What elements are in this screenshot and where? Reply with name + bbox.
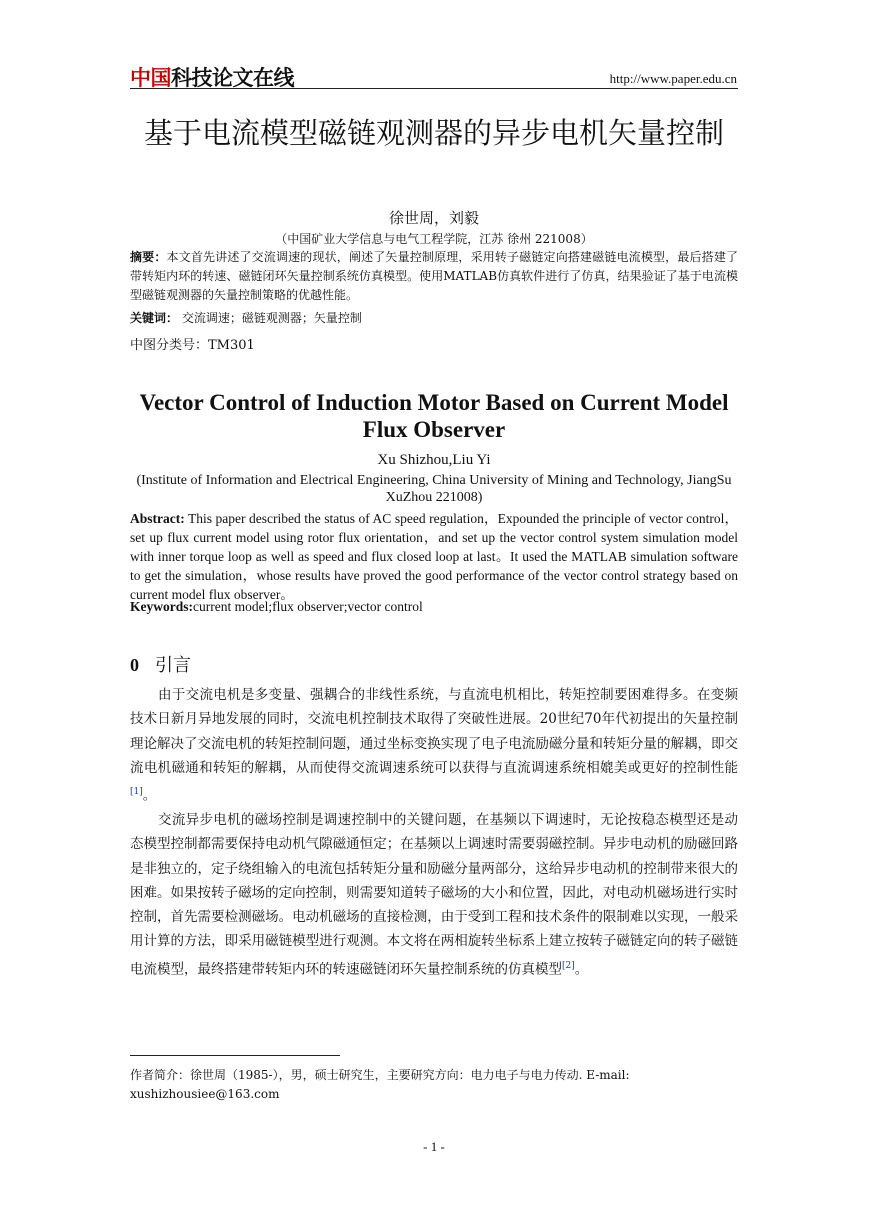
footnote-text: 徐世周（1985-），男，硕士研究生，主要研究方向：电力电子与电力传动. E-mail: xushizhousiee@163.com: [130, 1068, 630, 1101]
section-heading: [130, 651, 191, 677]
chinese-authors: 徐世周，刘毅: [388, 209, 479, 227]
journal-logo: 中国科技论文在线: [130, 66, 294, 90]
page-number: - 1 -: [423, 1139, 445, 1154]
english-keywords: [130, 599, 738, 615]
footnote-rule: [130, 1055, 340, 1056]
author-footnote: [130, 1066, 738, 1104]
classification-value: TM301: [208, 338, 255, 353]
english-abstract: [130, 509, 738, 604]
chinese-keywords-label: 关键词：: [130, 311, 179, 325]
english-abstract-text: This paper described the status of AC speed regulation，Expounded the principle of vector control，set up flux current model using rotor flux orientation，and set up the vector control system simulation model with inner torque loop as well as speed and flux closed loop at last。It used the MATLAB simulation software to get the simulation，whose results have proved the good performance of the vector control strategy based on current model flux observer。: [130, 511, 738, 602]
paragraph-2: 交流异步电机的磁场控制是调速控制中的关键问题，在基频以下调速时，无论按稳态模型还是动态模型控制都需要保持电动机气隙磁通恒定；在基频以上调速时需要弱磁控制。异步电动机的励磁回路是非独立的，定子绕组输入的电流包括转矩分量和励磁分量两部分，这给异步电动机的控制带来很大的困难。如果按转子磁场的定向控制，则需要知道转子磁场的大小和位置，因此，对电动机磁场进行实时控制，首先需要检测磁场。电动机磁场的直接检测，由于受到工程和技术条件的限制难以实现，一般采用计算的方法，即采用磁链模型进行观测。本文将在两相旋转坐标系上建立按转子磁链定向的转子磁链电流模型，最终搭建带转矩内环的转速磁链闭环矢量控制系统的仿真模型[2]。: [130, 811, 738, 978]
english-keywords-label: Keywords:: [130, 599, 193, 614]
english-keywords-text: current model;flux observer;vector control: [193, 599, 423, 614]
classification-number: [130, 334, 255, 353]
english-abstract-label: Abstract:: [130, 511, 185, 526]
paragraph-1: 由于交流电机是多变量、强耦合的非线性系统，与直流电机相比，转矩控制要困难得多。在变频技术日新月异地发展的同时，交流电机控制技术取得了突破性进展。20世纪70年代初提出的矢量控制理论解决了交流电机的转矩控制问题，通过坐标变换实现了电子电流励磁分量和转矩分量的解耦，即交流电机磁通和转矩的解耦，从而使得交流调速系统可以获得与直流调速系统相媲美或更好的控制性能[1]。: [130, 687, 738, 804]
chinese-affiliation: （中国矿业大学信息与电气工程学院，江苏 徐州 221008）: [275, 232, 593, 246]
section-title: 引言: [155, 655, 191, 676]
english-affiliation: (Institute of Information and Electrical Engineering, China University of Mining and Technology, JiangSu XuZhou 221008): [136, 473, 732, 505]
english-authors: Xu Shizhou,Liu Yi: [377, 452, 491, 468]
chinese-title: 基于电流模型磁链观测器的异步电机矢量控制: [143, 116, 724, 150]
section-body: [130, 683, 738, 982]
chinese-abstract-label: 摘要：: [130, 250, 167, 264]
header-rule: [130, 88, 738, 89]
english-title: Vector Control of Induction Motor Based on Current Model Flux Observer: [139, 390, 729, 442]
citation-ref-1[interactable]: [1]: [130, 787, 143, 798]
footnote-label: 作者简介：: [130, 1068, 191, 1082]
chinese-keywords-text: 交流调速；磁链观测器；矢量控制: [181, 311, 362, 325]
section-number: 0: [130, 655, 139, 675]
citation-ref-2[interactable]: [2]: [562, 960, 575, 971]
header-url[interactable]: http://www.paper.edu.cn: [609, 71, 737, 86]
chinese-abstract-text: 本文首先讲述了交流调速的现状，阐述了矢量控制原理，采用转子磁链定向搭建磁链电流模型，最后搭建了带转矩内环的转速、磁链闭环矢量控制系统仿真模型。使用MATLAB仿真软件进行了仿真，结果验证了基于电流模型磁链观测器的矢量控制策略的优越性能。: [130, 250, 738, 302]
chinese-abstract: [130, 248, 738, 305]
classification-label: 中图分类号：: [130, 338, 209, 353]
chinese-keywords: [130, 309, 738, 326]
